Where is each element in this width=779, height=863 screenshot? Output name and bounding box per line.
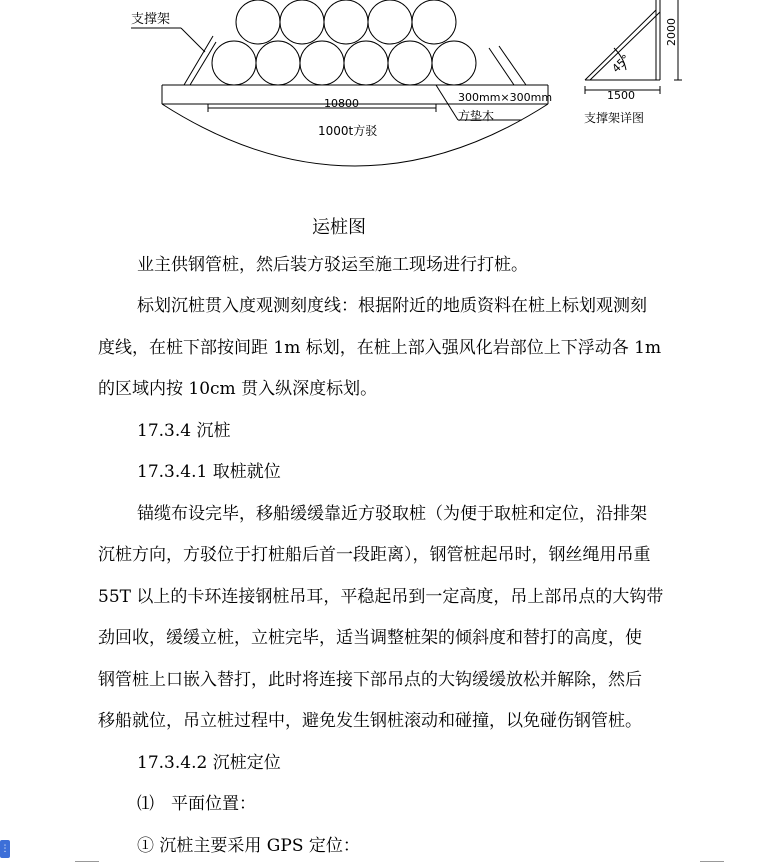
paragraph-line: 钢管桩上口嵌入替打，此时将连接下部吊点的大钩缓缓放松并解除，然后 (98, 670, 642, 690)
paragraph-line: 55T 以上的卡环连接钢桩吊耳，平稳起吊到一定高度，吊上部吊点的大钩带 (98, 587, 664, 607)
label-support-frame: 支撑架 (131, 12, 171, 27)
support-detail-drawing (585, 0, 682, 94)
label-angle: 45° (609, 52, 633, 76)
list-item: ① 沉桩主要采用 GPS 定位： (137, 836, 360, 856)
section-heading: 17.3.4.2 沉桩定位 (137, 753, 281, 773)
paragraph-line: 劲回收，缓缓立桩，立桩完毕，适当调整桩架的倾斜度和替打的高度，使 (98, 628, 642, 648)
page-edge-mark (75, 861, 99, 862)
paragraph-line: 标划沉桩贯入度观测刻度线：根据附近的地质资料在桩上标划观测刻 (137, 296, 647, 316)
label-detail: 支撑架详图 (584, 111, 645, 125)
paragraph-line: 的区域内按 10cm 贯入纵深度标划。 (98, 379, 378, 399)
paragraph-line: 业主供钢管桩，然后装方驳运至施工现场进行打桩。 (137, 255, 528, 275)
label-timber-size: 300mm×300mm (458, 91, 553, 104)
paragraph-line: 锚缆布设完毕，移船缓缓靠近方驳取桩（为便于取桩和定位，沿排架 (137, 504, 647, 524)
section-heading: 17.3.4 沉桩 (137, 421, 231, 441)
dimension-10800 (208, 104, 436, 112)
pile-transport-figure (0, 0, 779, 205)
label-barge: 1000t方驳 (318, 124, 378, 138)
list-item: ⑴ 平面位置： (137, 794, 256, 814)
label-length: 10800 (324, 97, 359, 110)
section-heading: 17.3.4.1 取桩就位 (137, 462, 281, 482)
paragraph-line: 移船就位，吊立桩过程中，避免发生钢桩滚动和碰撞，以免碰伤钢管桩。 (98, 711, 642, 731)
paragraph-line: 沉桩方向，方驳位于打桩船后首一段距离），钢管桩起吊时，钢丝绳用吊重 (98, 545, 651, 565)
side-handle-icon[interactable]: ⋮ (0, 840, 10, 858)
label-height: 2000 (665, 18, 678, 46)
label-timber: 方垫木 (458, 109, 495, 123)
figure-caption: 运桩图 (312, 217, 366, 238)
support-frames (184, 36, 526, 85)
paragraph-line: 度线，在桩下部按间距 1m 标划，在桩上部入强风化岩部位上下浮动各 1m (98, 338, 662, 358)
pipe-pile-stack (212, 0, 476, 85)
timber-leader (436, 85, 458, 120)
label-base: 1500 (607, 89, 635, 102)
page-edge-mark (700, 861, 724, 862)
